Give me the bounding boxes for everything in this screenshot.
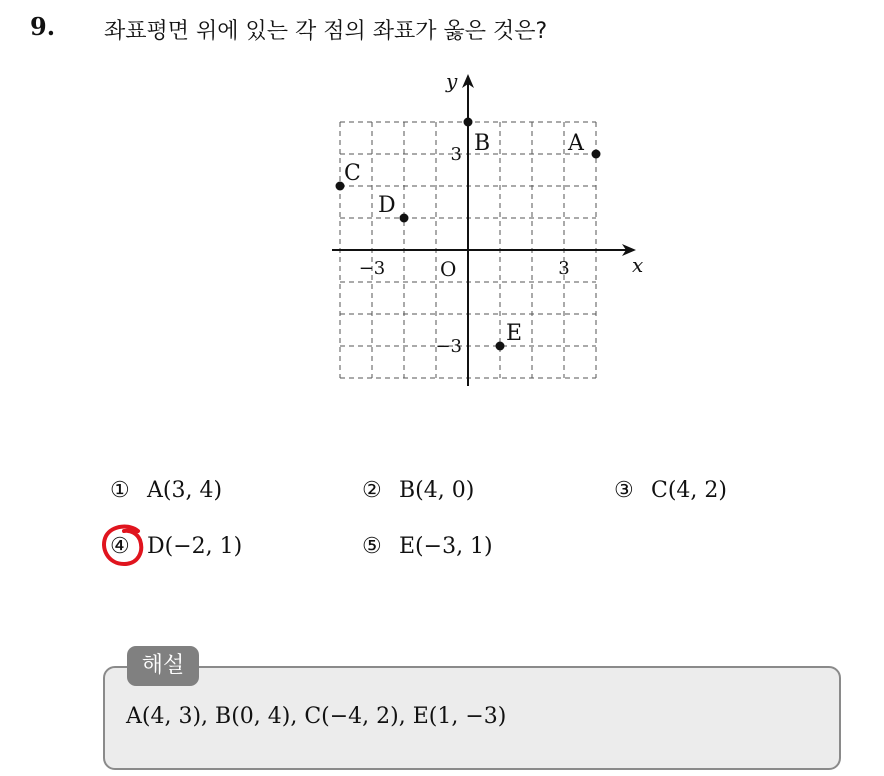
point-d [400,214,409,223]
choice-number: ⑤ [362,534,382,559]
point-label-b: B [474,131,491,156]
point-label-c: C [344,161,361,186]
point-e [496,342,505,351]
choice-number: ④ [110,534,130,559]
point-b [464,118,473,127]
choice-2[interactable] [362,478,474,503]
choice-4[interactable] [110,534,242,559]
x-axis-label: x [632,253,644,277]
choice-text: C(4, 2) [651,478,727,503]
y-tick-label: 3 [450,144,462,165]
choice-number: ② [362,478,382,503]
x-tick-label: −3 [358,258,386,279]
solution-tab: 해설 [127,646,199,686]
y-tick-label: −3 [435,336,462,357]
choice-text: B(4, 0) [399,478,475,503]
point-label-e: E [506,321,523,346]
choice-number: ① [110,478,130,503]
point-label-a: A [568,131,584,156]
x-tick-label: 3 [558,258,570,279]
question-number: 9. [30,12,56,41]
point-label-d: D [378,193,396,218]
choice-number: ③ [614,478,634,503]
choice-text: D(−2, 1) [147,534,243,559]
point-a [592,150,601,159]
solution-text: A(4, 3), B(0, 4), C(−4, 2), E(1, −3) [126,704,507,729]
origin-label: O [440,257,457,281]
y-axis-label: y [446,69,458,93]
question-text: 좌표평면 위에 있는 각 점의 좌표가 옳은 것은? [104,19,548,44]
choice-1[interactable] [110,478,222,503]
choice-text: A(3, 4) [147,478,223,503]
choice-text: E(−3, 1) [399,534,493,559]
choice-3[interactable] [614,478,727,503]
coordinate-plane [318,69,644,400]
choice-5[interactable] [362,534,493,559]
